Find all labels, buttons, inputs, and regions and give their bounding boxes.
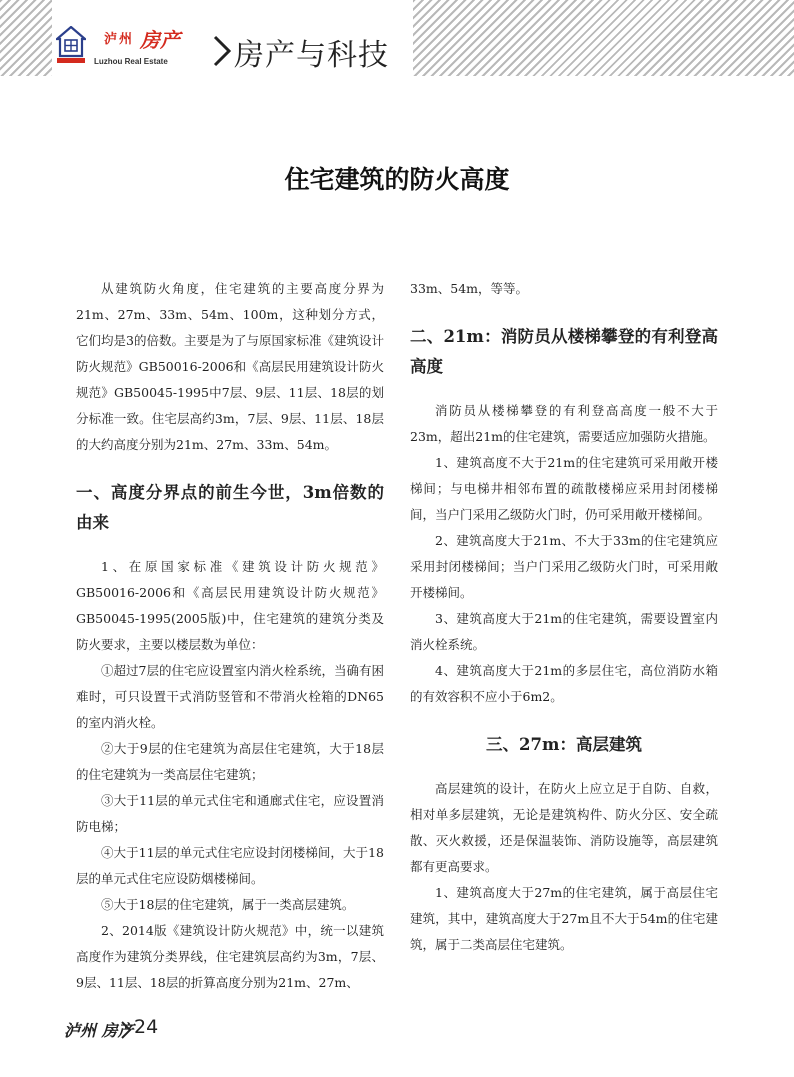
paragraph: 消防员从楼梯攀登的有利登高高度一般不大于23m，超出21m的住宅建筑，需要适应加强防火措施。	[410, 403, 718, 444]
footer-logo-script: 泸州 房产	[64, 1021, 134, 1040]
paragraph: ②大于9层的住宅建筑为高层住宅建筑，大于18层的住宅建筑为一类高层住宅建筑；	[76, 741, 384, 782]
section-heading: 三、27m：高层建筑	[486, 735, 642, 754]
paragraph: 3、建筑高度大于21m的住宅建筑，需要设置室内消火栓系统。	[410, 611, 718, 652]
article-title: 住宅建筑的防火高度	[284, 165, 510, 194]
header-hatch-left	[0, 0, 52, 76]
section-heading: 二、21m：消防员从楼梯攀登的有利登高高度	[410, 327, 718, 376]
logo-chinese-name: 泸州	[104, 32, 135, 47]
house-logo-icon	[56, 26, 86, 64]
chevron-right-icon	[212, 34, 232, 68]
section-heading: 一、高度分界点的前生今世，3m倍数的由来	[76, 483, 384, 532]
section-title: 房产与科技	[234, 38, 389, 73]
article-left-column	[76, 276, 384, 996]
footer-chevron-icon	[120, 1020, 132, 1040]
paragraph: 4、建筑高度大于21m的多层住宅，高位消防水箱的有效容积不应小于6m2。	[410, 663, 718, 704]
paragraph: 1、建筑高度大于27m的住宅建筑，属于高层住宅建筑，其中，建筑高度大于27m且不大于54m的住宅建筑，属于二类高层住宅建筑。	[410, 885, 718, 952]
paragraph: 2、建筑高度大于21m、不大于33m的住宅建筑应采用封闭楼梯间；当户门采用乙级防火门时，可采用敞开楼梯间。	[410, 533, 718, 600]
article-right-column	[410, 276, 718, 958]
paragraph: 高层建筑的设计，在防火上应立足于自防、自救，相对单多层建筑，无论是建筑构件、防火分区、安全疏散、灭火救援，还是保温装饰、消防设施等，高层建筑都有更高要求。	[410, 781, 718, 874]
paragraph: 1、在原国家标准《建筑设计防火规范》GB50016-2006和《高层民用建筑设计防火规范》GB50045-1995(2005版)中，住宅建筑的建筑分类及防火要求，主要以楼层数为单位：	[76, 559, 384, 652]
page-number: 24	[134, 1016, 159, 1038]
paragraph: 从建筑防火角度，住宅建筑的主要高度分界为21m、27m、33m、54m、100m，这种划分方式，它们均是3的倍数。主要是为了与原国家标准《建筑设计防火规范》GB50016-2006和《高层民用建筑设计防火规范》GB50045-1995中7层、9层、11层、18层的划分标准一致。住宅层高约3m，7层、9层、11层、18层的大约高度分别为21m、27m、33m、54m。	[76, 281, 384, 452]
paragraph: 1、建筑高度不大于21m的住宅建筑可采用敞开楼梯间；与电梯井相邻布置的疏散楼梯应采用封闭楼梯间，当户门采用乙级防火门时，仍可采用敞开楼梯间。	[410, 455, 718, 522]
logo-script-text: 房产	[140, 28, 180, 52]
paragraph: ④大于11层的单元式住宅应设封闭楼梯间，大于18层的单元式住宅应设防烟楼梯间。	[76, 845, 384, 886]
paragraph: 2、2014版《建筑设计防火规范》中，统一以建筑高度作为建筑分类界线，住宅建筑层高约为3m，7层、9层、11层、18层的折算高度分别为21m、27m、	[76, 923, 384, 990]
paragraph: ③大于11层的单元式住宅和通廊式住宅，应设置消防电梯；	[76, 793, 384, 834]
paragraph: 33m、54m，等等。	[410, 281, 529, 296]
paragraph: ⑤大于18层的住宅建筑，属于一类高层建筑。	[101, 897, 355, 912]
header-hatch-right	[413, 0, 794, 76]
paragraph: ①超过7层的住宅应设置室内消火栓系统，当确有困难时，可只设置干式消防竖管和不带消火栓箱的DN65的室内消火栓。	[76, 663, 384, 730]
logo-english-name: Luzhou Real Estate	[94, 57, 168, 66]
